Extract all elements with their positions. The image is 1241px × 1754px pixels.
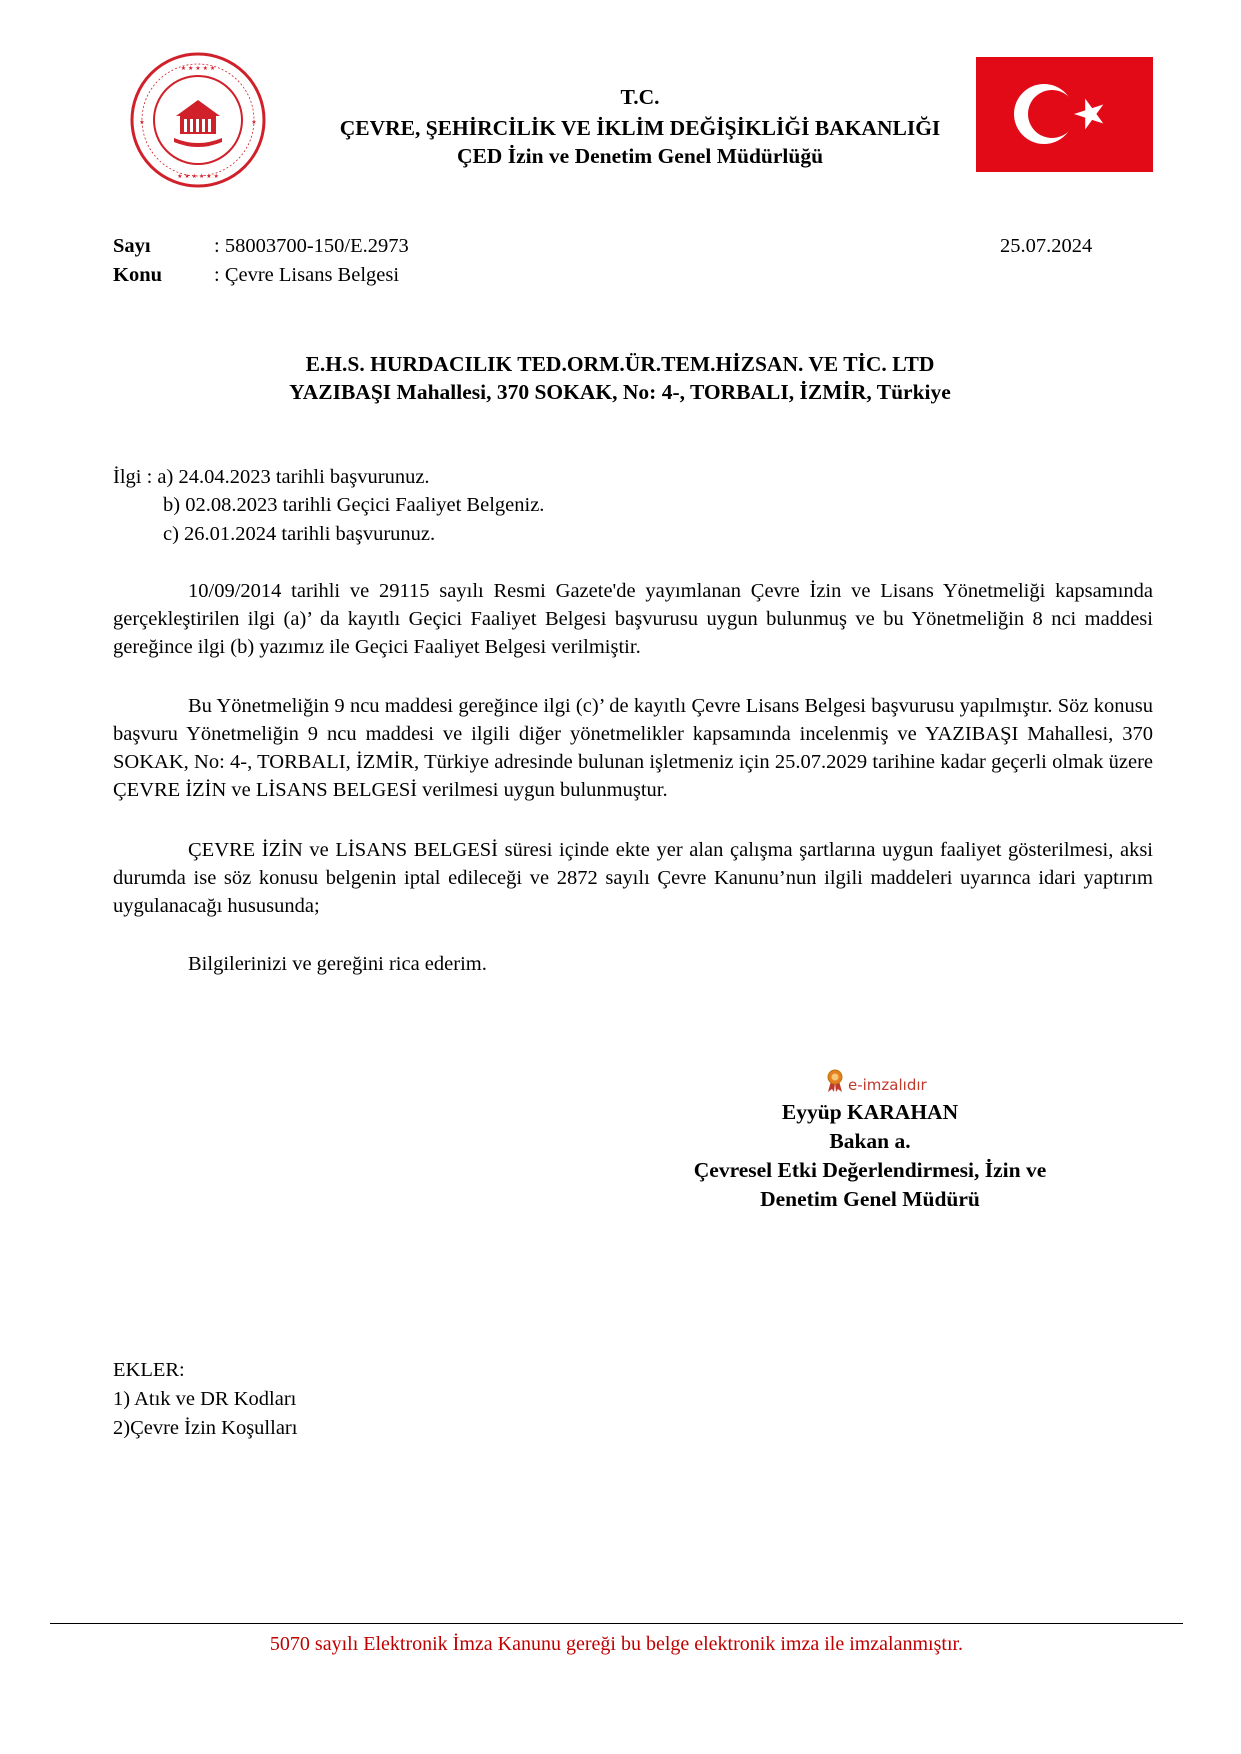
ekler-item-1: 1) Atık ve DR Kodları [113,1388,297,1410]
footer-divider [50,1623,1183,1624]
signer-name: Eyyüp KARAHAN [781,1100,959,1124]
ribbon-badge-icon [826,1069,844,1102]
svg-text:★ ★ ★ ★ ★ ★: ★ ★ ★ ★ ★ ★ [177,173,219,180]
svg-text:★: ★ [251,119,257,126]
svg-text:★ ★ ★ ★ ★: ★ ★ ★ ★ ★ [180,65,216,72]
signer-role: Bakan a. [829,1129,911,1153]
sayi-value: : 58003700-150/E.2973 [214,235,409,257]
ilgi-c: c) 26.01.2024 tarihli başvurunuz. [163,523,436,545]
ekler-heading: EKLER: [113,1359,185,1381]
sayi-label: Sayı [113,235,151,257]
konu-label: Konu [113,264,162,286]
signer-title-line-1: Çevresel Etki Değerlendirmesi, İzin ve [693,1158,1047,1182]
ilgi-b: b) 02.08.2023 tarihli Geçici Faaliyet Belgeniz. [163,494,545,516]
body-paragraph-1: 10/09/2014 tarihli ve 29115 sayılı Resmi Gazete'de yayımlanan Çevre İzin ve Lisans Yönetmeliği kapsamında gerçekleştirilen ilgi (a)’ da kayıtlı Geçici Faaliyet Belgesi başvurusu uygun bulunmuş ve bu Yönetmeliğin 8 nci maddesi gereğince ilgi (b) yazımız ile Geçici Faaliyet Belgesi verilmiştir. [113,580,1153,658]
ekler-item-2: 2)Çevre İzin Koşulları [113,1417,298,1439]
e-signature-label: e-imzalıdır [848,1076,927,1094]
closing-line: Bilgilerinizi ve gereğini rica ederim. [188,953,487,975]
addressee-name: E.H.S. HURDACILIK TED.ORM.ÜR.TEM.HİZSAN. VE TİC. LTD [305,352,935,376]
body-paragraph-3: ÇEVRE İZİN ve LİSANS BELGESİ süresi içinde ekte yer alan çalışma şartlarına uygun faaliyet gösterilmesi, aksi durumda ise söz konusu belgenin iptal edileceği ve 2872 sayılı Çevre Kanunu’nun ilgili maddeleri uyarınca idari yaptırım uygulanacağı hususunda; [113,839,1153,917]
addressee-address: YAZIBAŞI Mahallesi, 370 SOKAK, No: 4-, TORBALI, İZMİR, Türkiye [289,380,951,404]
ilgi-a: İlgi : a) 24.04.2023 tarihli başvurunuz. [113,466,430,488]
header-tc: T.C. [620,85,660,109]
header-department: ÇED İzin ve Denetim Genel Müdürlüğü [456,144,824,168]
e-signature-badge [826,1070,927,1100]
header-ministry: ÇEVRE, ŞEHİRCİLİK VE İKLİM DEĞİŞİKLİĞİ BAKANLIĞI [339,116,941,140]
signer-title-line-2: Denetim Genel Müdürü [760,1187,980,1211]
turkish-flag [976,57,1153,172]
footer-notice: 5070 sayılı Elektronik İmza Kanunu gereği bu belge elektronik imza ile imzalanmıştır. [269,1633,964,1655]
svg-text:★: ★ [139,119,145,126]
konu-value: : Çevre Lisans Belgesi [214,264,400,286]
document-date: 25.07.2024 [1000,235,1093,257]
body-paragraph-2: Bu Yönetmeliğin 9 ncu maddesi gereğince ilgi (c)’ de kayıtlı Çevre Lisans Belgesi başvurusu yapılmıştır. Söz konusu başvuru Yönetmeliğin 9 ncu maddesi ve ilgili diğer yönetmelikler kapsamında incelenmiş ve YAZIBAŞI Mahallesi, 370 SOKAK, No: 4-, TORBALI, İZMİR, Türkiye adresinde bulunan işletmeniz için 25.07.2029 tarihine kadar geçerli olmak üzere ÇEVRE İZİN ve LİSANS BELGESİ verilmesi uygun bulunmuştur. [113,695,1153,801]
